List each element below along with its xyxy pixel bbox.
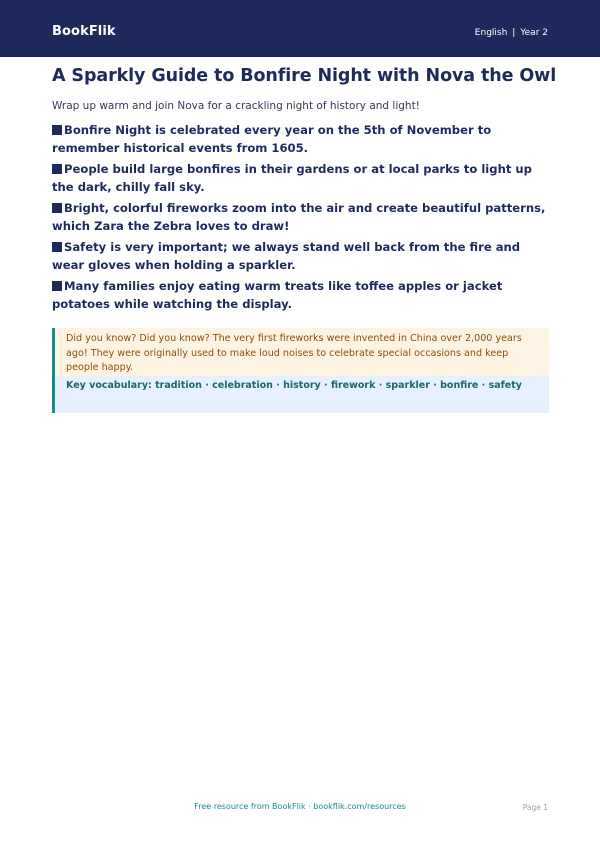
list-item [52,161,552,196]
list-item-text: Bright, colorful fireworks zoom into the air and create beautiful patterns, which Zara the Zebra loves to draw! [52,201,546,233]
year-label: Year 2 [520,28,548,38]
bullet-square-icon [52,125,62,135]
subject-label: English [474,28,508,38]
bullet-square-icon [52,164,62,174]
list-item [52,278,552,313]
bullet-square-icon [52,281,62,291]
meta-separator: | [512,28,516,38]
page-number: Page 1 [522,803,548,812]
list-item-text: People build large bonfires in their gardens or at local parks to light up the dark, chilly fall sky. [52,162,532,194]
info-callout [52,328,549,413]
footer-link[interactable]: Free resource from BookFlik · bookflik.com/resources [194,802,406,811]
list-item-text: Bonfire Night is celebrated every year on the 5th of November to remember historical events from 1605. [52,123,492,155]
list-item [52,239,552,274]
did-you-know-box: Did you know? Did you know? The very first fireworks were invented in China over 2,000 years ago! They were originally used to make loud noises to celebrate special occasions and keep people happy. [55,328,549,376]
brand-logo[interactable]: BookFlik [52,24,116,39]
list-item-text: Many families enjoy eating warm treats like toffee apples or jacket potatoes while watching the display. [52,279,503,311]
bullet-square-icon [52,203,62,213]
page-title: A Sparkly Guide to Bonfire Night with Nova the Owl [52,66,557,86]
list-item-text: Safety is very important; we always stand well back from the fire and wear gloves when holding a sparkler. [52,240,521,272]
intro-text: Wrap up warm and join Nova for a crackling night of history and light! [52,100,420,112]
fact-list [52,122,552,317]
page-header [0,0,600,57]
header-meta [475,28,548,38]
bullet-square-icon [52,242,62,252]
list-item [52,200,552,235]
key-vocabulary-box: Key vocabulary: tradition · celebration · history · firework · sparkler · bonfire · safety [55,376,549,413]
list-item [52,122,552,157]
